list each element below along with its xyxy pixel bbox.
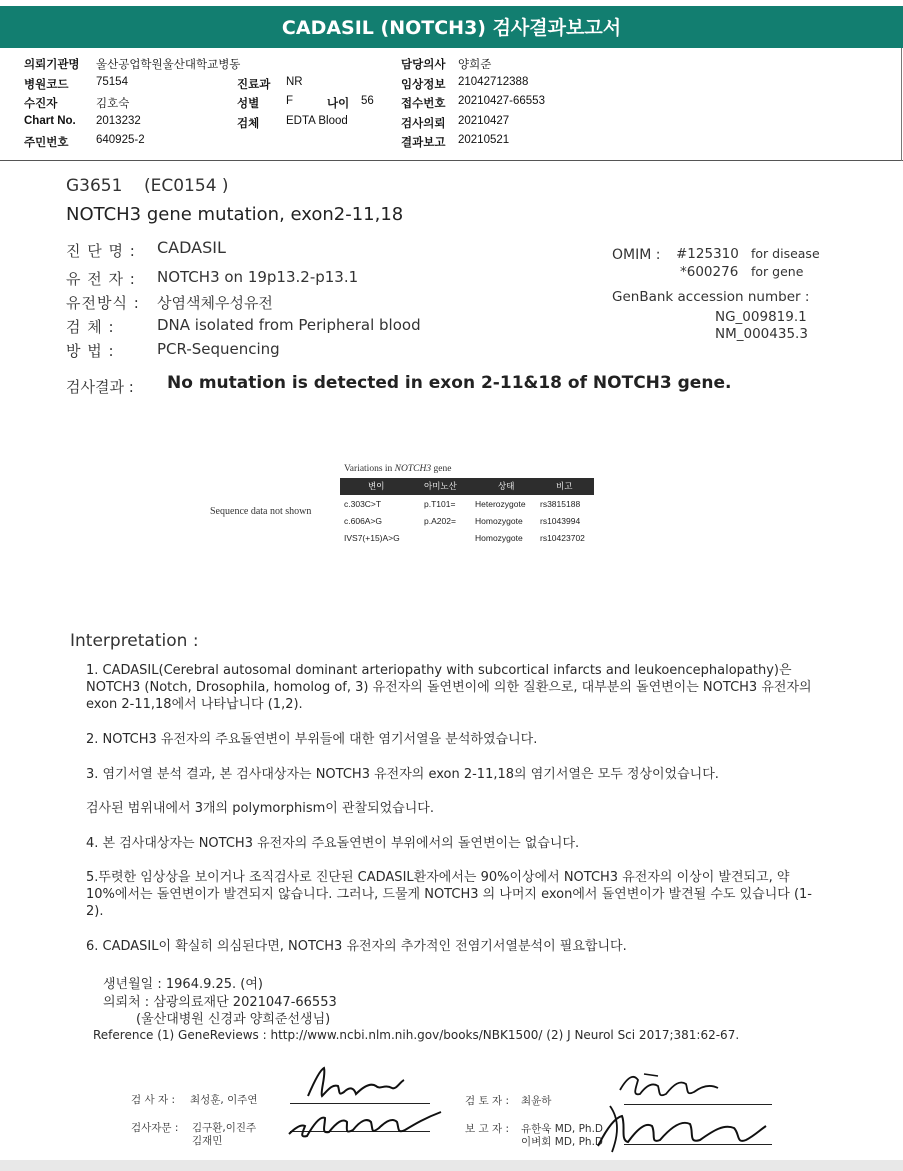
examiner-value: 최성훈, 이주연 (190, 1094, 258, 1106)
specimen-label: 검체 (237, 118, 260, 130)
examiner2-value: 김구환,이진주 (192, 1122, 257, 1134)
test-name: NOTCH3 gene mutation, exon2-11,18 (66, 204, 404, 225)
hospital-value: 울산공업학원울산대학교병동 (96, 59, 241, 71)
physician-label: 담당의사 (401, 59, 446, 71)
examiner-label: 검 사 자 : (131, 1094, 175, 1106)
test-code-secondary: (EC0154 ) (144, 176, 229, 196)
interpretation-paragraph-1: 1. CADASIL(Cerebral autosomal dominant arteriopathy with subcortical infarcts and leukoencephalopathy)은 NOTCH3 (Notch, Drosophila, homolog of, 3) 유전자의 돌연변이에 의한 질환으로, 대부분의 돌연변이는 NOTCH3 유전자의 exon 2-11,18에서 나타납니다 (1,2). (86, 663, 812, 712)
hospital-code-label: 병원코드 (24, 79, 69, 91)
examiner2-label: 검사자문 : (131, 1122, 179, 1134)
table-cell: IVS7(+15)A>G (344, 533, 400, 543)
request-label: 검사의뢰 (401, 118, 446, 130)
method-label: 방 법 : (66, 342, 115, 360)
reference: Reference (1) GeneReviews : http://www.ncbi.nlm.nih.gov/books/NBK1500/ (2) J Neurol Sci 2017;381:62-67. (93, 1028, 740, 1042)
variations-title-suffix: gene (431, 464, 452, 474)
interpretation-paragraph-3: 3. 염기서열 분석 결과, 본 검사대상자는 NOTCH3 유전자의 exon 2-11,18의 염기서열은 모두 정상이었습니다. (86, 767, 719, 782)
reporter-label: 보 고 자 : (465, 1123, 509, 1135)
interpretation-title: Interpretation : (70, 631, 199, 651)
omim-label: OMIM : (612, 247, 661, 263)
result-date-value: 20210521 (458, 134, 510, 146)
sample-label: 검 체 : (66, 318, 115, 336)
specimen-value: EDTA Blood (286, 115, 348, 127)
method-value: PCR-Sequencing (157, 340, 280, 358)
examiner-signature (300, 1062, 410, 1104)
page-bottom-band (0, 1160, 903, 1171)
variations-header-amino-acid: 아미노산 (424, 482, 457, 492)
table-cell: c.606A>G (344, 516, 383, 526)
omim-disease-id: #125310 (676, 246, 739, 262)
interpretation-paragraph-4: 4. 본 검사대상자는 NOTCH3 유전자의 주요돌연변이 부위에서의 돌연변이는 없습니다. (86, 836, 580, 851)
report-title-bar (0, 0, 903, 48)
table-cell: c.303C>T (344, 499, 382, 509)
sex-value: F (286, 95, 294, 107)
table-cell: rs10423702 (540, 533, 585, 543)
request-value: 20210427 (458, 115, 510, 127)
hospital-label: 의뢰기관명 (24, 59, 80, 71)
receipt-label: 접수번호 (401, 98, 446, 110)
examiner2-value-2: 김재민 (192, 1135, 223, 1147)
inheritance-value: 상염색체우성유전 (157, 294, 273, 312)
result-value: No mutation is detected in exon 2-11&18 of NOTCH3 gene. (167, 373, 732, 393)
variations-title-gene: NOTCH3 (394, 464, 432, 474)
title-bar-top-margin (0, 0, 903, 6)
test-code: G3651 (66, 176, 123, 196)
omim-disease-text: for disease (751, 246, 820, 261)
variations-header-variant: 변이 (368, 482, 385, 492)
reporter-value-2: 이벼회 MD, Ph.D (521, 1136, 603, 1148)
table-cell: Heterozygote (475, 499, 526, 509)
genbank-label: GenBank accession number : (612, 289, 810, 305)
table-cell: Homozygote (475, 533, 523, 543)
interpretation-paragraph-2: 2. NOTCH3 유전자의 주요돌연변이 부위들에 대한 염기서열을 분석하였습니다. (86, 732, 538, 747)
reviewer-value: 최윤하 (521, 1095, 552, 1107)
genbank-nm: NM_000435.3 (715, 326, 808, 342)
requester: 의뢰처 : 삼광의료재단 2021047-66553 (103, 995, 337, 1010)
inheritance-label: 유전방식 : (66, 294, 140, 312)
sample-value: DNA isolated from Peripheral blood (157, 316, 421, 334)
patient-label: 수진자 (24, 98, 58, 110)
age-value: 56 (361, 95, 374, 107)
sex-label: 성별 (237, 98, 260, 110)
patient-value: 김호숙 (96, 98, 130, 110)
result-label: 검사결과 : (66, 378, 134, 396)
omim-gene-id: *600276 (680, 264, 739, 280)
report-title: CADASIL (NOTCH3) 검사결과보고서 (281, 17, 622, 39)
interpretation-paragraph-3b: 검사된 범위내에서 3개의 polymorphism이 관찰되었습니다. (86, 801, 434, 816)
gene-label: 유 전 자 : (66, 270, 136, 288)
interpretation-paragraph-5: 5.뚜렷한 임상상을 보이거나 조직검사로 진단된 CADASIL환자에서는 90%이상에서 NOTCH3 유전자의 이상이 발견되고, 약 10%에서는 돌연변이가 발견되지 않습니다. 그러나, 드물게 NOTCH3 의 나머지 exon에서 돌연변이가 발견될 수도 있습니다 (1-2). (86, 870, 812, 919)
dept-value: NR (286, 76, 303, 88)
clinical-label: 임상정보 (401, 79, 446, 91)
variations-header-status: 상태 (498, 482, 515, 492)
physician-value: 양희준 (458, 59, 492, 71)
header-right-border (901, 48, 902, 161)
result-date-label: 결과보고 (401, 137, 446, 149)
table-cell: p.A202= (424, 516, 456, 526)
reporter-signature (590, 1100, 770, 1158)
reviewer-label: 검 토 자 : (465, 1095, 509, 1107)
dept-label: 진료과 (237, 79, 271, 91)
birth-date: 생년월일 : 1964.9.25. (여) (103, 977, 264, 992)
age-label: 나이 (327, 98, 350, 110)
chart-value: 2013232 (96, 115, 141, 127)
clinical-value: 21042712388 (458, 76, 529, 88)
reporter-value: 유한욱 MD, Ph.D (521, 1123, 603, 1135)
interpretation-paragraph-6: 6. CADASIL이 확실히 의심된다면, NOTCH3 유전자의 추가적인 전염기서열분석이 필요합니다. (86, 939, 627, 954)
genbank-ng: NG_009819.1 (715, 309, 807, 325)
requester-detail: (울산대병원 신경과 양희준선생님) (136, 1012, 331, 1027)
rrn-label: 주민번호 (24, 137, 69, 149)
header-divider (0, 160, 903, 161)
receipt-value: 20210427-66553 (458, 95, 545, 107)
variations-title (344, 464, 451, 474)
reviewer-signature (614, 1070, 724, 1104)
examiner2-signature (285, 1104, 445, 1146)
variations-header-note: 비고 (556, 482, 573, 492)
sequence-note: Sequence data not shown (210, 506, 312, 517)
hospital-code-value: 75154 (96, 76, 128, 88)
table-cell: p.T101= (424, 499, 456, 509)
omim-gene-text: for gene (751, 264, 804, 279)
diagnosis-value: CADASIL (157, 238, 226, 257)
table-cell: rs3815188 (540, 499, 581, 509)
table-cell: Homozygote (475, 516, 523, 526)
table-cell: rs1043994 (540, 516, 581, 526)
gene-value: NOTCH3 on 19p13.2-p13.1 (157, 268, 359, 286)
diagnosis-label: 진 단 명 : (66, 242, 136, 260)
rrn-value: 640925-2 (96, 134, 145, 146)
chart-label: Chart No. (24, 115, 76, 127)
variations-title-prefix: Variations in (344, 464, 395, 474)
